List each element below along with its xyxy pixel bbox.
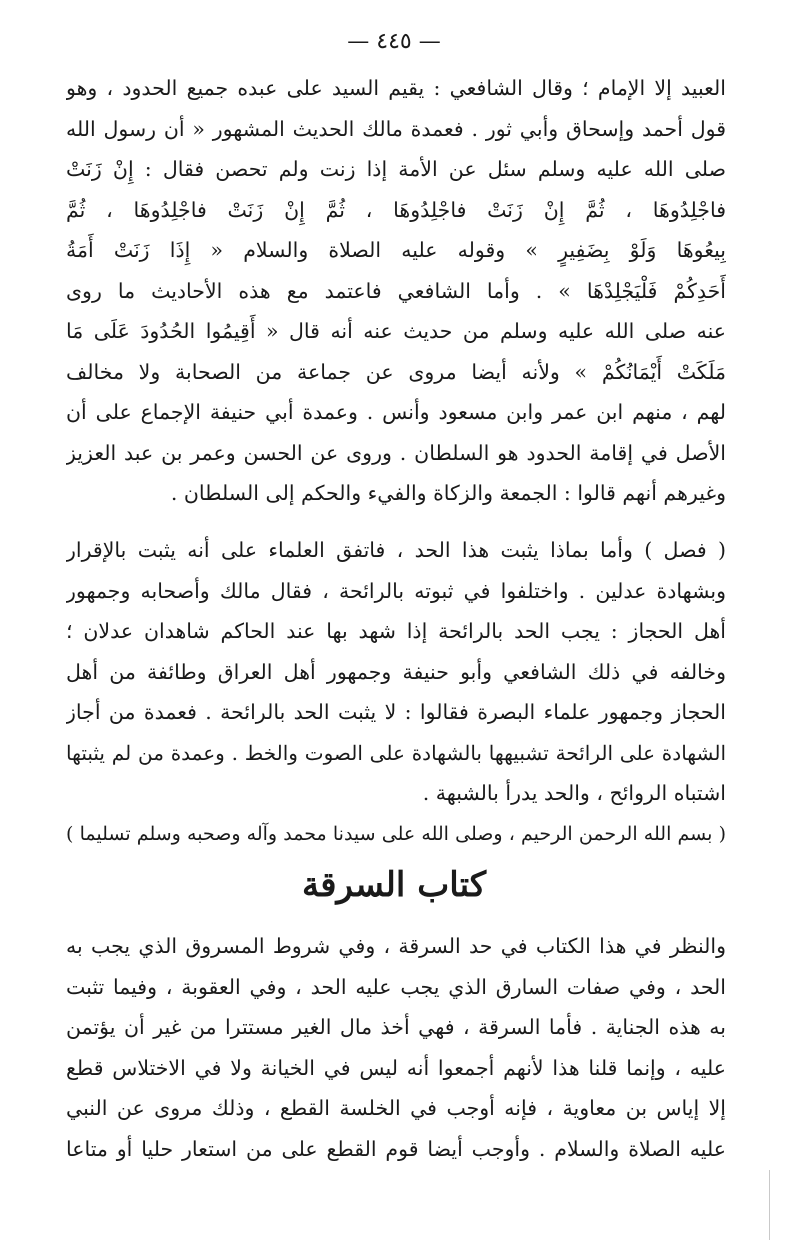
text-line: الحجاز وجمهور علماء البصرة فقالوا : لا يثبت الحد بالرائحة . فعمدة من أجاز <box>66 700 726 724</box>
text-line: مَلَكَتْ أَيْمَانُكُمْ » ولأنه أيضا مروى عن جماعة من الصحابة ولا مخالف <box>66 359 726 384</box>
chapter-title: كتاب السرقة <box>301 865 487 905</box>
text-line: العبيد إلا الإمام ؛ وقال الشافعي : يقيم السيد على عبده جميع الحدود ، وهو <box>66 76 726 100</box>
text-line: عنه صلى الله عليه وسلم من حديث عنه أنه قال « أَقِيمُوا الحُدُودَ عَلَى مَا <box>66 319 726 343</box>
text-line: وخالفه في ذلك الشافعي وأبو حنيفة وجمهور أهل العراق وطائفة من أهل <box>66 659 726 684</box>
text-line: قول أحمد وإسحاق وأبي ثور . فعمدة مالك الحديث المشهور « أن رسول الله <box>66 116 726 141</box>
text-line: به هذه الجناية . فأما السرقة ، فهي أخذ مال الغير مستترا من غير أن يؤتمن <box>66 1015 726 1039</box>
text-line: الأصل في إقامة الحدود هو السلطان . وروى عن الحسن وعمر بن عبد العزيز <box>66 440 726 465</box>
text-line: لهم ، منهم ابن عمر وابن مسعود وأنس . وعمدة أبي حنيفة الإجماع على أن <box>66 400 726 424</box>
text-line: اشتباه الروائح ، والحد يدرأ بالشبهة . <box>422 781 726 805</box>
page-number: — ٤٤٥ — <box>347 29 441 54</box>
text-line: الحد ، وفي صفات السارق الذي يجب عليه الحد ، وفي العقوبة ، وفيما تثبت <box>66 974 726 999</box>
text-line: الشهادة على الرائحة تشبيهها بالشهادة على الصوت والخط . وعمدة من لم يثبتها <box>66 740 726 765</box>
paragraph-theft-intro <box>66 926 726 1169</box>
text-line: عليه ، وإنما قلنا هذا لأنهم أجمعوا أنه ليس في الخيانة ولا في الاختلاس قطع <box>66 1055 726 1080</box>
basmala-line: ( بسم الله الرحمن الرحيم ، وصلى الله على سيدنا محمد وآله وصحبه وسلم تسليما ) <box>66 822 726 845</box>
page-edge-mark <box>769 1170 770 1240</box>
text-line: عليه الصلاة والسلام . وأوجب أيضا قوم القطع على من استعار حليا أو متاعا <box>66 1136 726 1161</box>
text-line: صلى الله عليه وسلم سئل عن الأمة إذا زنت ولم تحصن فقال : إِنْ زَنَتْ <box>66 157 726 181</box>
text-line: فاجْلِدُوهَا ، ثُمَّ إِنْ زَنَتْ فاجْلِدُوهَا ، ثُمَّ إِنْ زَنَتْ فاجْلِدُوهَا ، ثُمَّ <box>66 197 726 222</box>
paragraph-fasl-proof <box>66 530 726 854</box>
text-line: إلا إياس بن معاوية ، فإنه أوجب في الخلسة القطع ، وذلك مروى عن النبي <box>66 1096 726 1120</box>
paragraph-hadd-authority <box>66 68 726 514</box>
text-line: أَحَدِكُمْ فَلْيَجْلِدْهَا » . وأما الشافعي فاعتمد مع هذه الأحاديث ما روى <box>66 278 726 303</box>
text-line: وغيرهم أنهم قالوا : الجمعة والزكاة والفيء والحكم إلى السلطان . <box>170 481 726 505</box>
text-line: بِيعُوهَا وَلَوْ بِضَفِيرٍ » وقوله عليه الصلاة والسلام « إِذَا زَنَتْ أَمَةُ <box>66 238 726 262</box>
text-line: والنظر في هذا الكتاب في حد السرقة ، وفي شروط المسروق الذي يجب به <box>66 934 726 958</box>
text-line: وبشهادة عدلين . واختلفوا في ثبوته بالرائحة ، فقال مالك وأصحابه وجمهور <box>66 578 726 603</box>
text-line: أهل الحجاز : يجب الحد بالرائحة إذا شهد بها عند الحاكم شاهدان عدلان ؛ <box>66 619 726 643</box>
text-line: ( فصل ) وأما بماذا يثبت هذا الحد ، فاتفق العلماء على أنه يثبت بالإقرار <box>66 538 726 562</box>
